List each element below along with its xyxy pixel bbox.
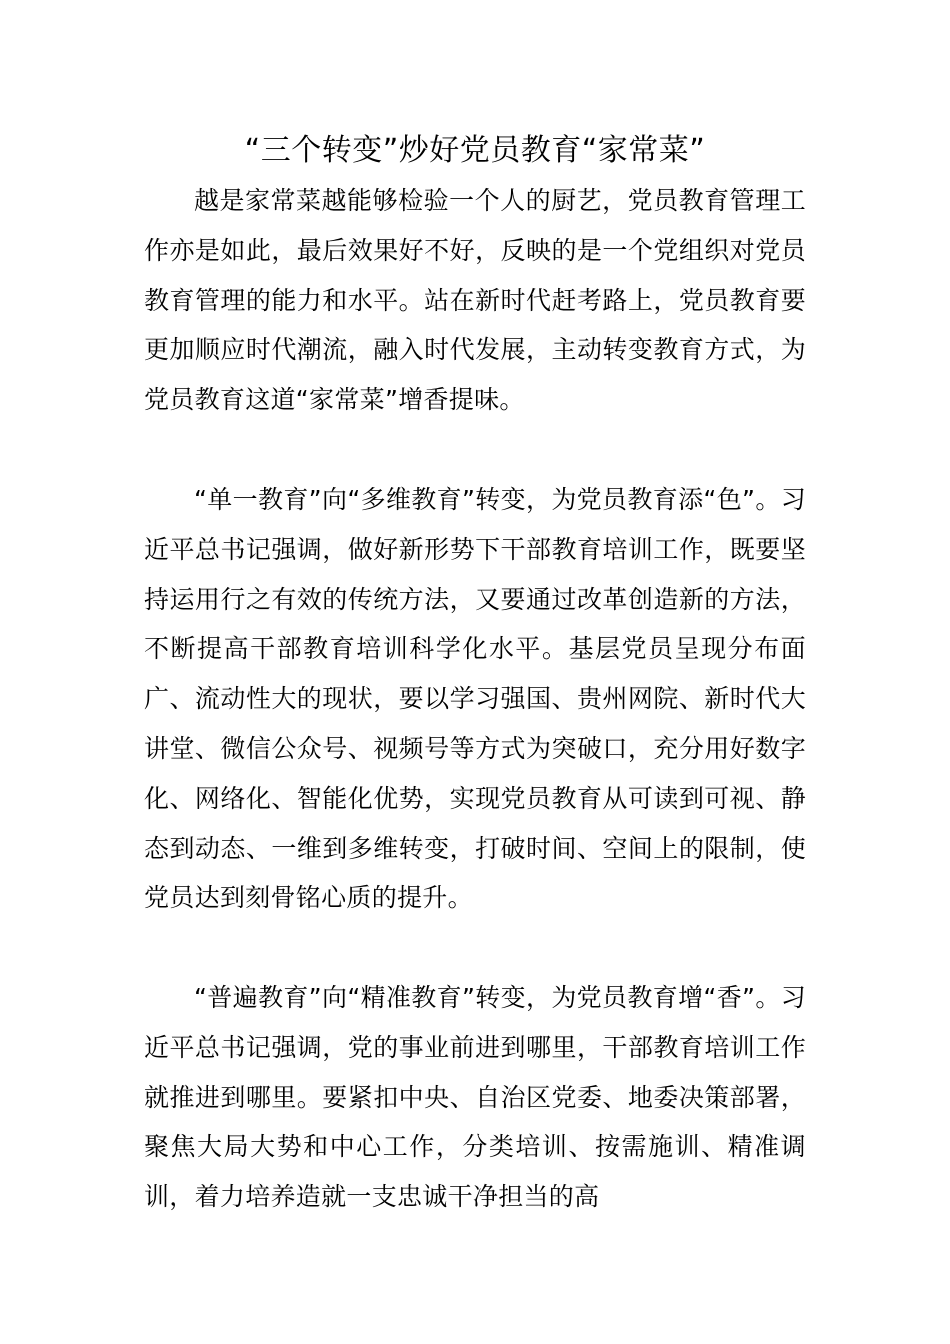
paragraph-intro: 越是家常菜越能够检验一个人的厨艺，党员教育管理工作亦是如此，最后效果好不好，反映的是一个党组织对党员教育管理的能力和水平。站在新时代赶考路上，党员教育要更加顺应时代潮流，融入时代发展，主动转变教育方式，为党员教育这道“家常菜”增香提味。 bbox=[144, 186, 806, 415]
paragraph-multidimensional-education: “单一教育”向“多维教育”转变，为党员教育添“色”。习近平总书记强调，做好新形势下干部教育培训工作，既要坚持运用行之有效的传统方法，又要通过改革创造新的方法，不断提高干部教育培训科学化水平。基层党员呈现分布面广、流动性大的现状，要以学习强国、贵州网院、新时代大讲堂、微信公众号、视频号等方式为突破口，充分用好数字化、网络化、智能化优势，实现党员教育从可读到可视、静态到动态、一维到多维转变，打破时间、空间上的限制，使党员达到刻骨铭心质的提升。 bbox=[144, 485, 806, 913]
paragraph-precise-education: “普遍教育”向“精准教育”转变，为党员教育增“香”。习近平总书记强调，党的事业前进到哪里，干部教育培训工作就推进到哪里。要紧扣中央、自治区党委、地委决策部署，聚焦大局大势和中心工作，分类培训、按需施训、精准调训，着力培养造就一支忠诚干净担当的高 bbox=[144, 983, 806, 1212]
document-title: “三个转变”炒好党员教育“家常菜” bbox=[244, 133, 706, 168]
